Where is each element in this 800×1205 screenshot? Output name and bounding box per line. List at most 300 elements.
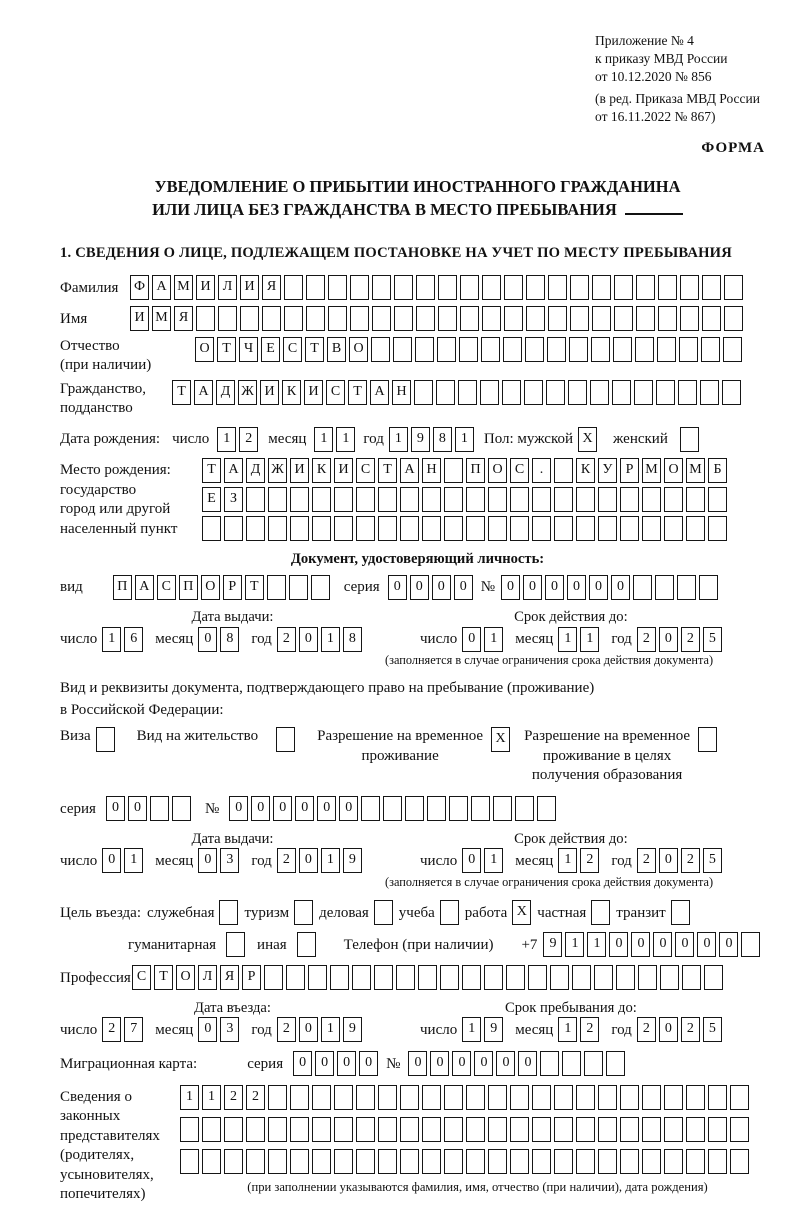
char-cell[interactable]: [290, 1085, 309, 1110]
char-cell[interactable]: [328, 306, 347, 331]
char-cell[interactable]: 0: [106, 796, 125, 821]
char-cell[interactable]: [378, 1085, 397, 1110]
char-cell[interactable]: [700, 380, 719, 405]
char-cell[interactable]: [686, 1149, 705, 1174]
char-cell[interactable]: [724, 275, 743, 300]
char-cell[interactable]: 0: [523, 575, 542, 600]
char-cell[interactable]: [532, 487, 551, 512]
char-cell[interactable]: [741, 932, 760, 957]
char-cell[interactable]: 0: [462, 848, 481, 873]
char-cell[interactable]: [708, 1117, 727, 1142]
char-cell[interactable]: [723, 337, 742, 362]
char-cell[interactable]: [548, 306, 567, 331]
char-cell[interactable]: Т: [245, 575, 264, 600]
char-cell[interactable]: [466, 1117, 485, 1142]
char-cell[interactable]: [664, 1149, 683, 1174]
char-cell[interactable]: [378, 1117, 397, 1142]
char-cell[interactable]: [471, 796, 490, 821]
char-cell[interactable]: 3: [220, 1017, 239, 1042]
char-cell[interactable]: [686, 516, 705, 541]
char-cell[interactable]: [616, 965, 635, 990]
sex-female-checkbox[interactable]: [680, 427, 699, 452]
char-cell[interactable]: 0: [198, 627, 217, 652]
char-cell[interactable]: [180, 1117, 199, 1142]
char-cell[interactable]: [374, 965, 393, 990]
char-cell[interactable]: П: [466, 458, 485, 483]
char-cell[interactable]: 3: [220, 848, 239, 873]
char-cell[interactable]: Ж: [268, 458, 287, 483]
char-cell[interactable]: [576, 1117, 595, 1142]
char-cell[interactable]: 0: [299, 627, 318, 652]
char-cell[interactable]: [416, 275, 435, 300]
char-cell[interactable]: У: [598, 458, 617, 483]
char-cell[interactable]: 0: [430, 1051, 449, 1076]
char-cell[interactable]: 2: [580, 848, 599, 873]
char-cell[interactable]: [594, 965, 613, 990]
char-cell[interactable]: [356, 1149, 375, 1174]
char-cell[interactable]: [554, 516, 573, 541]
char-cell[interactable]: Т: [378, 458, 397, 483]
char-cell[interactable]: [722, 380, 741, 405]
char-cell[interactable]: [591, 337, 610, 362]
residence-permit-checkbox[interactable]: [276, 727, 295, 752]
char-cell[interactable]: 0: [501, 575, 520, 600]
char-cell[interactable]: [438, 275, 457, 300]
char-cell[interactable]: О: [349, 337, 368, 362]
char-cell[interactable]: [356, 516, 375, 541]
char-cell[interactable]: [550, 965, 569, 990]
char-cell[interactable]: И: [290, 458, 309, 483]
char-cell[interactable]: [290, 1117, 309, 1142]
char-cell[interactable]: [526, 275, 545, 300]
char-cell[interactable]: 0: [432, 575, 451, 600]
char-cell[interactable]: [708, 487, 727, 512]
char-cell[interactable]: [224, 1149, 243, 1174]
char-cell[interactable]: Я: [174, 306, 193, 331]
char-cell[interactable]: [240, 306, 259, 331]
char-cell[interactable]: Д: [246, 458, 265, 483]
char-cell[interactable]: [532, 516, 551, 541]
char-cell[interactable]: О: [195, 337, 214, 362]
char-cell[interactable]: 1: [202, 1085, 221, 1110]
char-cell[interactable]: [405, 796, 424, 821]
char-cell[interactable]: [510, 487, 529, 512]
char-cell[interactable]: [554, 1149, 573, 1174]
char-cell[interactable]: [224, 1117, 243, 1142]
char-cell[interactable]: М: [152, 306, 171, 331]
char-cell[interactable]: [576, 487, 595, 512]
char-cell[interactable]: [598, 1085, 617, 1110]
char-cell[interactable]: 0: [518, 1051, 537, 1076]
char-cell[interactable]: [554, 1117, 573, 1142]
char-cell[interactable]: 7: [124, 1017, 143, 1042]
char-cell[interactable]: 0: [474, 1051, 493, 1076]
char-cell[interactable]: [267, 575, 286, 600]
char-cell[interactable]: [150, 796, 169, 821]
char-cell[interactable]: 0: [659, 848, 678, 873]
char-cell[interactable]: М: [174, 275, 193, 300]
char-cell[interactable]: [576, 1085, 595, 1110]
char-cell[interactable]: [312, 1085, 331, 1110]
char-cell[interactable]: 1: [314, 427, 333, 452]
char-cell[interactable]: 0: [359, 1051, 378, 1076]
char-cell[interactable]: Н: [392, 380, 411, 405]
char-cell[interactable]: [598, 516, 617, 541]
purpose-humanitarian-checkbox[interactable]: [226, 932, 245, 957]
char-cell[interactable]: 2: [277, 627, 296, 652]
char-cell[interactable]: [246, 487, 265, 512]
char-cell[interactable]: [493, 796, 512, 821]
char-cell[interactable]: [334, 1149, 353, 1174]
char-cell[interactable]: Т: [348, 380, 367, 405]
temp-residence-education-checkbox[interactable]: [698, 727, 717, 752]
char-cell[interactable]: Т: [202, 458, 221, 483]
char-cell[interactable]: [504, 306, 523, 331]
char-cell[interactable]: [708, 1149, 727, 1174]
char-cell[interactable]: [484, 965, 503, 990]
char-cell[interactable]: 1: [102, 627, 121, 652]
char-cell[interactable]: [686, 487, 705, 512]
char-cell[interactable]: [378, 487, 397, 512]
char-cell[interactable]: [202, 1117, 221, 1142]
char-cell[interactable]: [488, 1117, 507, 1142]
char-cell[interactable]: 2: [277, 1017, 296, 1042]
char-cell[interactable]: [572, 965, 591, 990]
char-cell[interactable]: И: [334, 458, 353, 483]
char-cell[interactable]: 2: [239, 427, 258, 452]
char-cell[interactable]: [524, 380, 543, 405]
char-cell[interactable]: 1: [580, 627, 599, 652]
char-cell[interactable]: [612, 380, 631, 405]
char-cell[interactable]: 2: [246, 1085, 265, 1110]
char-cell[interactable]: П: [113, 575, 132, 600]
char-cell[interactable]: [620, 1117, 639, 1142]
char-cell[interactable]: [444, 458, 463, 483]
char-cell[interactable]: [268, 1149, 287, 1174]
char-cell[interactable]: [312, 516, 331, 541]
char-cell[interactable]: [308, 965, 327, 990]
char-cell[interactable]: [510, 1117, 529, 1142]
char-cell[interactable]: Н: [422, 458, 441, 483]
char-cell[interactable]: [414, 380, 433, 405]
char-cell[interactable]: [598, 487, 617, 512]
char-cell[interactable]: 6: [124, 627, 143, 652]
char-cell[interactable]: [576, 1149, 595, 1174]
char-cell[interactable]: Р: [620, 458, 639, 483]
char-cell[interactable]: [680, 306, 699, 331]
char-cell[interactable]: [664, 516, 683, 541]
char-cell[interactable]: Ж: [238, 380, 257, 405]
char-cell[interactable]: [460, 306, 479, 331]
char-cell[interactable]: 0: [315, 1051, 334, 1076]
char-cell[interactable]: [444, 1149, 463, 1174]
char-cell[interactable]: К: [576, 458, 595, 483]
char-cell[interactable]: [655, 575, 674, 600]
char-cell[interactable]: [306, 275, 325, 300]
char-cell[interactable]: [422, 1117, 441, 1142]
char-cell[interactable]: О: [176, 965, 195, 990]
char-cell[interactable]: 1: [558, 627, 577, 652]
char-cell[interactable]: [554, 458, 573, 483]
char-cell[interactable]: [394, 306, 413, 331]
sex-male-checkbox[interactable]: X: [578, 427, 597, 452]
char-cell[interactable]: [642, 1117, 661, 1142]
char-cell[interactable]: [526, 306, 545, 331]
char-cell[interactable]: 9: [484, 1017, 503, 1042]
char-cell[interactable]: [482, 275, 501, 300]
char-cell[interactable]: [635, 337, 654, 362]
char-cell[interactable]: 0: [337, 1051, 356, 1076]
char-cell[interactable]: А: [194, 380, 213, 405]
char-cell[interactable]: [488, 1085, 507, 1110]
char-cell[interactable]: [546, 380, 565, 405]
char-cell[interactable]: [592, 306, 611, 331]
char-cell[interactable]: [730, 1117, 749, 1142]
char-cell[interactable]: [642, 516, 661, 541]
char-cell[interactable]: [488, 1149, 507, 1174]
char-cell[interactable]: Р: [242, 965, 261, 990]
char-cell[interactable]: [686, 1085, 705, 1110]
char-cell[interactable]: С: [157, 575, 176, 600]
char-cell[interactable]: 0: [589, 575, 608, 600]
char-cell[interactable]: 0: [198, 1017, 217, 1042]
char-cell[interactable]: [570, 306, 589, 331]
char-cell[interactable]: [510, 516, 529, 541]
char-cell[interactable]: А: [400, 458, 419, 483]
char-cell[interactable]: [620, 487, 639, 512]
char-cell[interactable]: [606, 1051, 625, 1076]
char-cell[interactable]: [598, 1117, 617, 1142]
char-cell[interactable]: [218, 306, 237, 331]
char-cell[interactable]: И: [260, 380, 279, 405]
char-cell[interactable]: 8: [343, 627, 362, 652]
char-cell[interactable]: [394, 275, 413, 300]
char-cell[interactable]: Т: [217, 337, 236, 362]
char-cell[interactable]: 2: [102, 1017, 121, 1042]
char-cell[interactable]: [268, 1117, 287, 1142]
char-cell[interactable]: [415, 337, 434, 362]
char-cell[interactable]: [284, 306, 303, 331]
char-cell[interactable]: 0: [611, 575, 630, 600]
char-cell[interactable]: [510, 1149, 529, 1174]
char-cell[interactable]: [702, 306, 721, 331]
char-cell[interactable]: 0: [293, 1051, 312, 1076]
char-cell[interactable]: 2: [224, 1085, 243, 1110]
char-cell[interactable]: М: [642, 458, 661, 483]
char-cell[interactable]: [328, 275, 347, 300]
char-cell[interactable]: [400, 516, 419, 541]
char-cell[interactable]: [264, 965, 283, 990]
char-cell[interactable]: [708, 516, 727, 541]
char-cell[interactable]: [449, 796, 468, 821]
char-cell[interactable]: [554, 1085, 573, 1110]
char-cell[interactable]: 1: [336, 427, 355, 452]
char-cell[interactable]: 0: [339, 796, 358, 821]
char-cell[interactable]: [416, 306, 435, 331]
char-cell[interactable]: А: [224, 458, 243, 483]
char-cell[interactable]: И: [196, 275, 215, 300]
char-cell[interactable]: 1: [180, 1085, 199, 1110]
char-cell[interactable]: [312, 1117, 331, 1142]
char-cell[interactable]: [708, 1085, 727, 1110]
char-cell[interactable]: [613, 337, 632, 362]
char-cell[interactable]: [224, 516, 243, 541]
char-cell[interactable]: [334, 487, 353, 512]
char-cell[interactable]: 0: [102, 848, 121, 873]
char-cell[interactable]: [444, 516, 463, 541]
char-cell[interactable]: [540, 1051, 559, 1076]
char-cell[interactable]: С: [283, 337, 302, 362]
char-cell[interactable]: 9: [543, 932, 562, 957]
char-cell[interactable]: [180, 1149, 199, 1174]
char-cell[interactable]: [460, 275, 479, 300]
char-cell[interactable]: [570, 275, 589, 300]
char-cell[interactable]: [312, 487, 331, 512]
char-cell[interactable]: [444, 1117, 463, 1142]
char-cell[interactable]: 0: [299, 1017, 318, 1042]
char-cell[interactable]: [590, 380, 609, 405]
char-cell[interactable]: [642, 487, 661, 512]
char-cell[interactable]: [504, 275, 523, 300]
char-cell[interactable]: 0: [317, 796, 336, 821]
char-cell[interactable]: О: [201, 575, 220, 600]
char-cell[interactable]: [427, 796, 446, 821]
char-cell[interactable]: [466, 1085, 485, 1110]
char-cell[interactable]: [537, 796, 556, 821]
char-cell[interactable]: [502, 380, 521, 405]
char-cell[interactable]: [679, 337, 698, 362]
char-cell[interactable]: [620, 1149, 639, 1174]
char-cell[interactable]: К: [312, 458, 331, 483]
char-cell[interactable]: 0: [128, 796, 147, 821]
char-cell[interactable]: [568, 380, 587, 405]
char-cell[interactable]: [383, 796, 402, 821]
char-cell[interactable]: Ф: [130, 275, 149, 300]
char-cell[interactable]: 0: [719, 932, 738, 957]
char-cell[interactable]: 0: [388, 575, 407, 600]
char-cell[interactable]: 2: [637, 627, 656, 652]
char-cell[interactable]: А: [135, 575, 154, 600]
char-cell[interactable]: [196, 306, 215, 331]
char-cell[interactable]: [371, 337, 390, 362]
char-cell[interactable]: 0: [659, 1017, 678, 1042]
char-cell[interactable]: [372, 306, 391, 331]
char-cell[interactable]: [400, 1117, 419, 1142]
char-cell[interactable]: В: [327, 337, 346, 362]
char-cell[interactable]: 1: [587, 932, 606, 957]
char-cell[interactable]: З: [224, 487, 243, 512]
char-cell[interactable]: [657, 337, 676, 362]
char-cell[interactable]: К: [282, 380, 301, 405]
char-cell[interactable]: [656, 380, 675, 405]
char-cell[interactable]: С: [510, 458, 529, 483]
char-cell[interactable]: [246, 1117, 265, 1142]
char-cell[interactable]: Я: [262, 275, 281, 300]
char-cell[interactable]: [418, 965, 437, 990]
char-cell[interactable]: 1: [124, 848, 143, 873]
char-cell[interactable]: [660, 965, 679, 990]
char-cell[interactable]: [515, 796, 534, 821]
purpose-transit-checkbox[interactable]: [671, 900, 690, 925]
char-cell[interactable]: [306, 306, 325, 331]
char-cell[interactable]: [289, 575, 308, 600]
char-cell[interactable]: 0: [496, 1051, 515, 1076]
char-cell[interactable]: [350, 275, 369, 300]
char-cell[interactable]: 0: [452, 1051, 471, 1076]
char-cell[interactable]: Т: [172, 380, 191, 405]
char-cell[interactable]: [438, 306, 457, 331]
char-cell[interactable]: 0: [198, 848, 217, 873]
char-cell[interactable]: [680, 275, 699, 300]
char-cell[interactable]: 2: [580, 1017, 599, 1042]
char-cell[interactable]: [422, 487, 441, 512]
char-cell[interactable]: Т: [305, 337, 324, 362]
char-cell[interactable]: [677, 575, 696, 600]
char-cell[interactable]: [436, 380, 455, 405]
char-cell[interactable]: 2: [637, 1017, 656, 1042]
char-cell[interactable]: [634, 380, 653, 405]
char-cell[interactable]: [633, 575, 652, 600]
char-cell[interactable]: 0: [273, 796, 292, 821]
char-cell[interactable]: [576, 516, 595, 541]
char-cell[interactable]: [554, 487, 573, 512]
char-cell[interactable]: [400, 1085, 419, 1110]
char-cell[interactable]: [547, 337, 566, 362]
purpose-private-checkbox[interactable]: [591, 900, 610, 925]
char-cell[interactable]: 8: [220, 627, 239, 652]
char-cell[interactable]: [202, 1149, 221, 1174]
char-cell[interactable]: [664, 487, 683, 512]
char-cell[interactable]: 1: [484, 848, 503, 873]
char-cell[interactable]: [334, 1117, 353, 1142]
char-cell[interactable]: 5: [703, 848, 722, 873]
char-cell[interactable]: 1: [455, 427, 474, 452]
char-cell[interactable]: [569, 337, 588, 362]
char-cell[interactable]: [528, 965, 547, 990]
char-cell[interactable]: 0: [631, 932, 650, 957]
char-cell[interactable]: П: [179, 575, 198, 600]
char-cell[interactable]: [334, 1085, 353, 1110]
char-cell[interactable]: О: [488, 458, 507, 483]
char-cell[interactable]: 0: [251, 796, 270, 821]
char-cell[interactable]: [636, 275, 655, 300]
char-cell[interactable]: 0: [609, 932, 628, 957]
char-cell[interactable]: 0: [408, 1051, 427, 1076]
char-cell[interactable]: [356, 487, 375, 512]
char-cell[interactable]: [658, 275, 677, 300]
char-cell[interactable]: 0: [675, 932, 694, 957]
char-cell[interactable]: 1: [484, 627, 503, 652]
temp-residence-checkbox[interactable]: X: [491, 727, 510, 752]
char-cell[interactable]: [396, 965, 415, 990]
char-cell[interactable]: [290, 1149, 309, 1174]
char-cell[interactable]: 2: [681, 627, 700, 652]
char-cell[interactable]: [393, 337, 412, 362]
char-cell[interactable]: 8: [433, 427, 452, 452]
char-cell[interactable]: [658, 306, 677, 331]
char-cell[interactable]: 1: [558, 848, 577, 873]
char-cell[interactable]: [466, 487, 485, 512]
char-cell[interactable]: Т: [154, 965, 173, 990]
char-cell[interactable]: 0: [545, 575, 564, 600]
char-cell[interactable]: [730, 1085, 749, 1110]
char-cell[interactable]: [730, 1149, 749, 1174]
char-cell[interactable]: Е: [261, 337, 280, 362]
char-cell[interactable]: [290, 516, 309, 541]
char-cell[interactable]: [361, 796, 380, 821]
char-cell[interactable]: [620, 1085, 639, 1110]
char-cell[interactable]: [334, 516, 353, 541]
